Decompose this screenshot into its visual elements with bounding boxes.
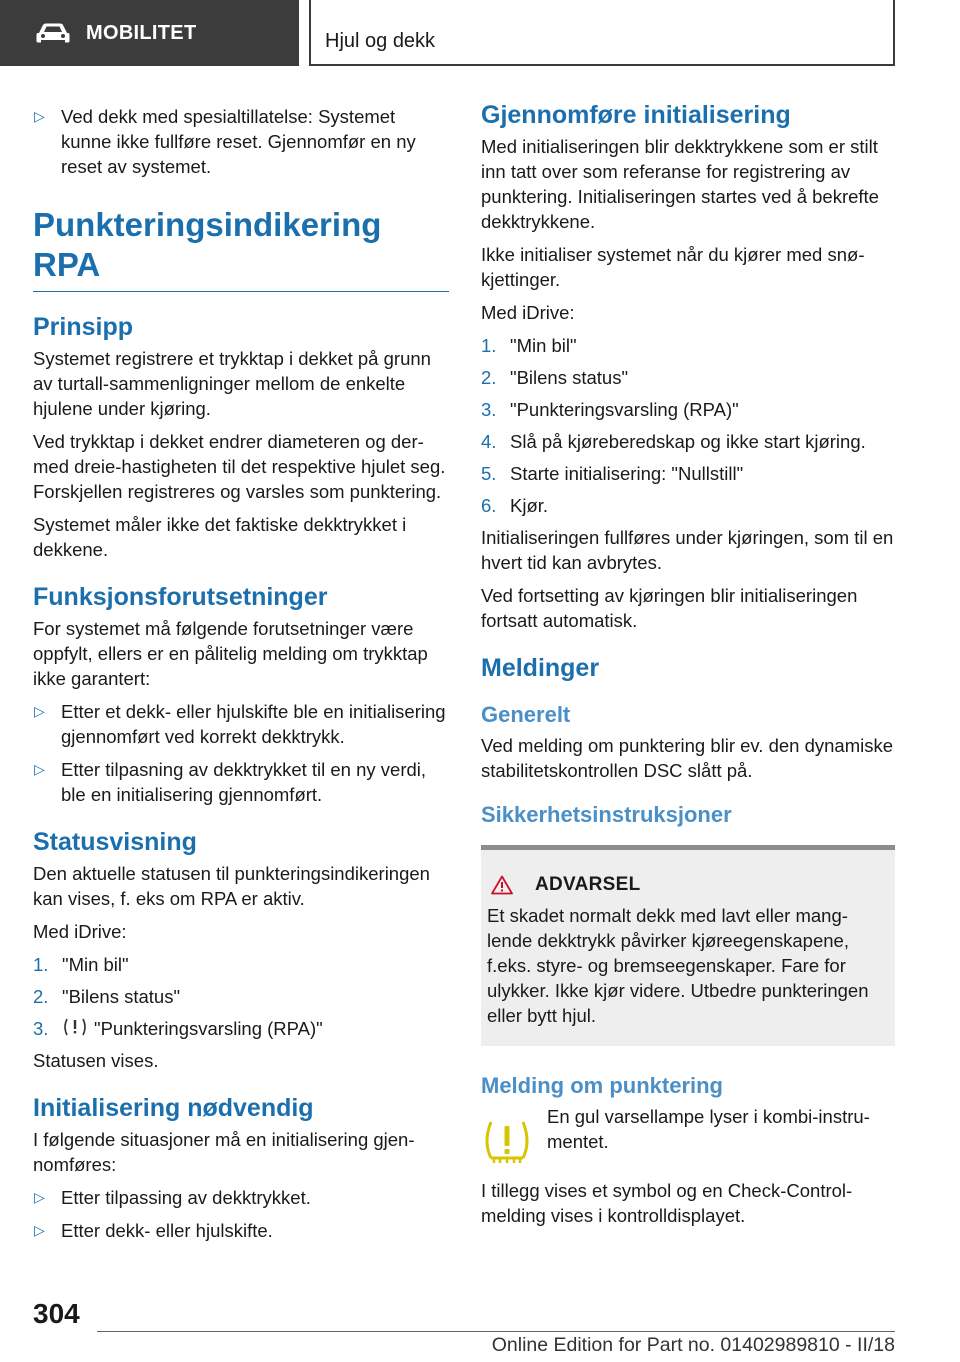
paragraph: Med iDrive: — [33, 921, 127, 942]
paragraph: I følgende situasjoner må en initialisering gjennomføres: — [33, 1129, 415, 1175]
heading-sikkerhetsinstruksjoner: Sikkerhetsinstruksjoner — [481, 802, 732, 827]
list-item — [481, 333, 895, 358]
paragraph: Med iDrive: — [481, 302, 575, 323]
paragraph: Ved fortsetting av kjøringen blir initialiseringen fortsatt automatisk. — [481, 585, 858, 631]
paragraph: I tillegg vises et symbol og en Check-Control-melding vises i kontrolldisplayet. — [481, 1180, 853, 1226]
right-column — [481, 100, 895, 1236]
heading-meldinger: Meldinger — [481, 654, 600, 682]
paragraph: En gul varsellampe lyser i kombi-instrumentet. — [547, 1106, 870, 1152]
list-item: ▷ Etter et dekk- eller hjulskifte ble en initialisering gjennomført ved korrekt dekktrykk. — [33, 699, 449, 749]
intro-bullet-list — [33, 104, 449, 179]
heading-melding-om-punktering: Melding om punktering — [481, 1073, 723, 1098]
left-column — [33, 100, 449, 1251]
step-number: 2. — [33, 986, 49, 1007]
list-item: ▷ Etter dekk- eller hjulskifte. — [33, 1218, 449, 1243]
step-number: 1. — [481, 335, 497, 356]
list-item: ▷ Etter tilpassing av dekktrykket. — [33, 1185, 449, 1210]
paragraph: Systemet måler ikke det faktiske dekktrykket i dekkene. — [33, 514, 407, 560]
warning-lamp-row — [481, 1104, 895, 1166]
numbered-list — [481, 333, 895, 518]
warning-label: ADVARSEL — [535, 874, 641, 895]
list-item — [33, 984, 449, 1009]
warning-triangle-icon — [491, 875, 513, 895]
paragraph: For systemet må følgende forutsetninger være oppfylt, ellers er en pålitelig melding om trykktap ikke garantert: — [33, 618, 428, 689]
section-header — [0, 0, 299, 66]
bullet-list — [33, 1185, 449, 1243]
step-text: Kjør. — [510, 495, 549, 516]
bullet-list — [33, 699, 449, 807]
page-title: Punkteringsindikering RPA — [33, 205, 449, 292]
paragraph: Med initialiseringen blir dekktrykkene som er stilt inn tatt over som referanse for registrering av punktering. Initialiseringen startes ved å bekrefte dekktrykkene. — [481, 136, 879, 232]
page-number: 304 — [33, 1298, 80, 1329]
heading-initialisering-nodvendig: Initialisering nødvendig — [33, 1094, 314, 1122]
car-icon — [36, 22, 70, 44]
footer-divider — [97, 1331, 895, 1332]
heading-statusvisning: Statusvisning — [33, 828, 197, 856]
list-item — [33, 1016, 449, 1041]
paragraph: Ved trykktap i dekket endrer diameteren og dermed dreie-hastigheten til det respektive hjulet seg. Forskjellen registreres og varsles som punktering. — [33, 431, 446, 502]
paragraph: Den aktuelle statusen til punkteringsindikeringen kan vises, f. eks om RPA er aktiv. — [33, 863, 430, 909]
paragraph: Statusen vises. — [33, 1050, 159, 1071]
subsection-title: Hjul og dekk — [325, 30, 436, 52]
list-item — [33, 952, 449, 977]
tire-pressure-warning-icon — [62, 1016, 88, 1038]
heading-generelt: Generelt — [481, 702, 571, 727]
step-number: 3. — [481, 399, 497, 420]
warning-box — [481, 845, 895, 1046]
list-item — [481, 365, 895, 390]
paragraph: Ved melding om punktering blir ev. den dynamiske stabilitetskontrollen DSC slått på. — [481, 735, 894, 781]
heading-gjennomfore-initialisering: Gjennomføre initialisering — [481, 101, 791, 129]
paragraph: Ikke initialiser systemet når du kjører med snøkjettinger. — [481, 244, 865, 290]
paragraph: Initialiseringen fullføres under kjøringen, som til en hvert tid kan avbrytes. — [481, 527, 894, 573]
step-text: Starte initialisering: "Nullstill" — [510, 463, 744, 484]
list-item — [481, 461, 895, 486]
step-text: "Bilens status" — [510, 367, 629, 388]
section-title: MOBILITET — [86, 21, 197, 44]
step-text: "Min bil" — [62, 954, 129, 975]
step-text: "Punkteringsvarsling (RPA)" — [510, 399, 739, 420]
step-text: Slå på kjøreberedskap og ikke start kjøring. — [510, 431, 866, 452]
list-item — [481, 493, 895, 518]
step-number: 5. — [481, 463, 497, 484]
footer-edition: Online Edition for Part no. 01402989810 - II/18 — [491, 1334, 895, 1356]
step-number: 1. — [33, 954, 49, 975]
heading-prinsipp: Prinsipp — [33, 313, 134, 341]
list-item — [481, 397, 895, 422]
step-text: "Bilens status" — [62, 986, 181, 1007]
paragraph: Systemet registrere et trykktap i dekket på grunn av turtall-sammenligninger mellom de enkelte hjulene under kjøring. — [33, 348, 431, 419]
list-item: ▷ Ved dekk med spesialtillatelse: Systemet kunne ikke fullføre reset. Gjennomfør en ny reset av systemet. — [33, 104, 449, 179]
tire-pressure-warning-icon — [481, 1118, 533, 1166]
heading-funksjonsforutsetninger: Funksjonsforutsetninger — [33, 583, 328, 611]
step-text: "Punkteringsvarsling (RPA)" — [94, 1018, 323, 1039]
list-item: ▷ Etter tilpasning av dekktrykket til en ny verdi, ble en initialisering gjennomført. — [33, 757, 449, 807]
warning-text: Et skadet normalt dekk med lavt eller manglende dekktrykk påvirker kjøreegenskapene, f.eks. styre- og bremseegenskaper. Fare for ulykker. Ikke kjør videre. Utbedre punkteringen eller bytt hjul. — [487, 905, 869, 1026]
step-number: 3. — [33, 1018, 49, 1039]
step-number: 6. — [481, 495, 497, 516]
list-item — [481, 429, 895, 454]
step-number: 2. — [481, 367, 497, 388]
step-number: 4. — [481, 431, 497, 452]
warning-header — [487, 872, 885, 897]
subsection-header — [309, 0, 895, 66]
step-text: "Min bil" — [510, 335, 577, 356]
numbered-list — [33, 952, 449, 1041]
